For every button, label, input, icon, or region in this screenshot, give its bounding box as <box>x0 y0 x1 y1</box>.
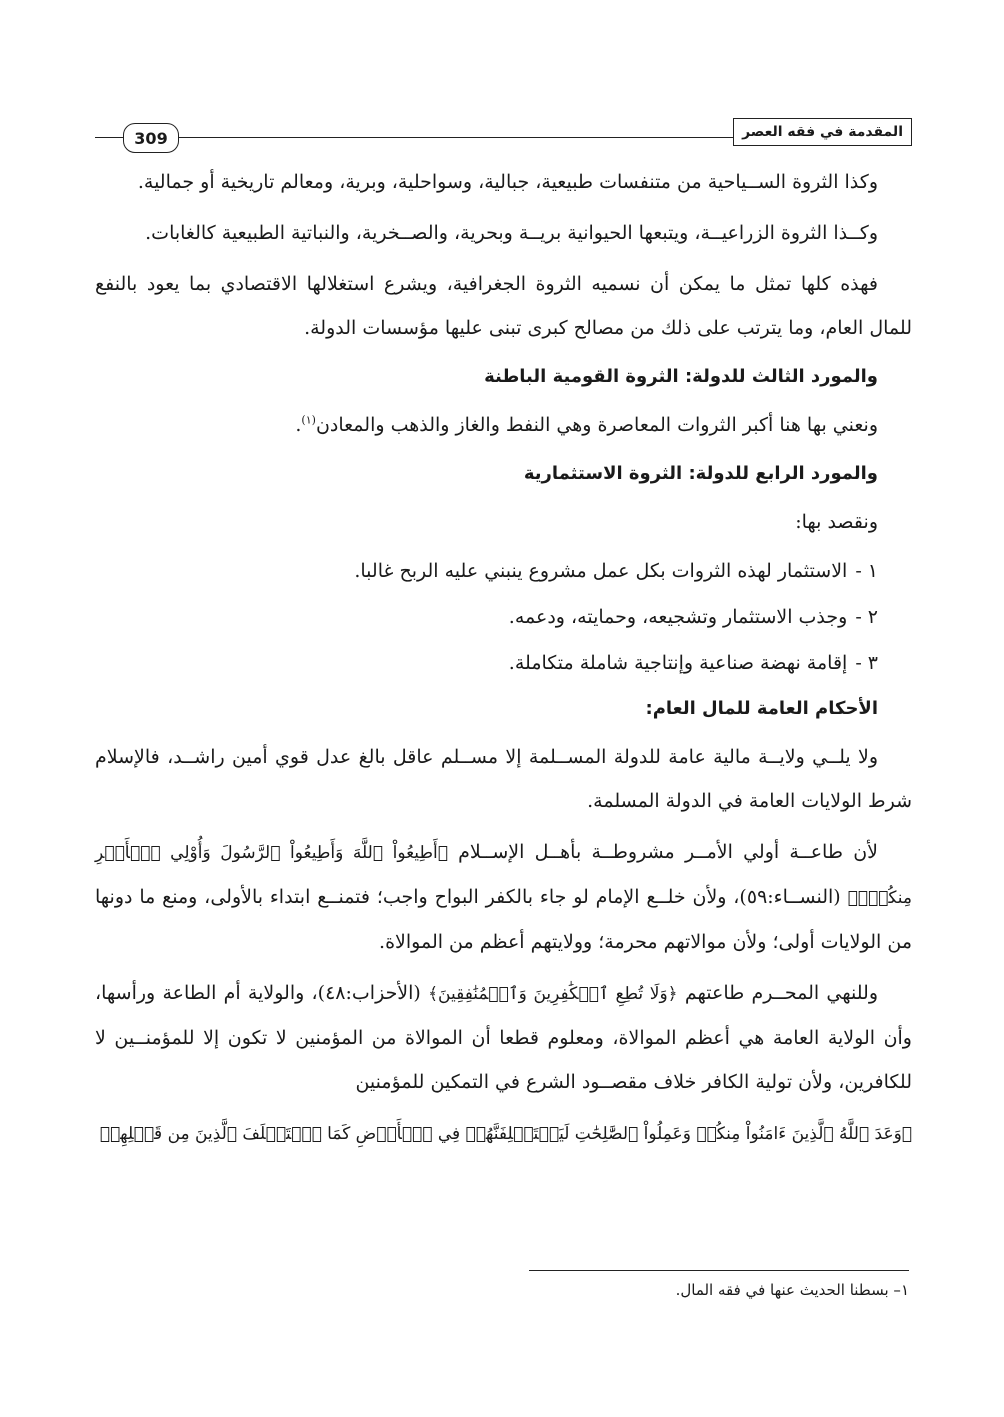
list-item-number: ٣ - <box>855 652 878 674</box>
quran-verse-nur-text: ﴿وَعَدَ ٱللَّهُ ٱلَّذِينَ ءَامَنُواْ مِنكُمۡ وَعَمِلُواْ ٱلصَّٰلِحَٰتِ لَيَسۡتَخۡلِفَنَّهُمۡ فِي ٱلۡأَرۡضِ كَمَا ٱسۡتَخۡلَفَ ٱلَّذِينَ مِن قَبۡلِهِمۡ <box>99 1124 912 1144</box>
footnote-reference[interactable]: (١) <box>301 413 316 427</box>
heading-general-rulings: الأحكام العامة للمال العام: <box>645 698 878 719</box>
list-item <box>95 643 912 683</box>
list-item-number: ٢ - <box>855 606 878 628</box>
paragraph-prohibition-rest: (الأحزاب:٤٨)، والولاية أم الطاعة ورأسها، وأن الولاية العامة هي أعظم الموالاة، ومعلوم قطعا أن الموالاة من المؤمنين لا تكون إلا للمؤمنــين لا للكافرين، ولأن تولية الكافر خلاف مقصــود الشرع في التمكين للمؤمنين <box>95 982 912 1093</box>
heading-third-resource: والمورد الثالث للدولة: الثروة القومية الباطنة <box>484 366 878 387</box>
page-body <box>95 160 912 1163</box>
running-title: المقدمة في فقه العصر <box>733 118 912 146</box>
footnote: ١– بسطنا الحديث عنها في فقه المال. <box>675 1281 909 1299</box>
paragraph-geographic-wealth: فهذه كلها تمثل ما يمكن أن نسميه الثروة الجغرافية، ويشرع استغلالها الاقتصادي بما يعود بالنفع للمال العام، وما يترتب على ذلك من مصالح كبرى تبنى عليها مؤسسات الدولة. <box>95 273 912 339</box>
paragraph-guardianship: ولا يلــي ولايــة مالية عامة للدولة المســلمة إلا مســلم عاقل بالغ عدل قوي أمين راشــد، فالإسلام شرط الولايات العامة في الدولة المسلمة. <box>95 746 912 812</box>
paragraph-investment-intro: ونقصد بها: <box>795 511 878 533</box>
paragraph-national-wealth-text: ونعني بها هنا أكبر الثروات المعاصرة وهي النفط والغاز والذهب والمعادن <box>315 414 878 436</box>
paragraph-national-wealth <box>95 403 912 447</box>
page-header <box>95 118 912 152</box>
list-item-number: ١ - <box>855 560 878 582</box>
quran-verse-nisa: ﴿أَطِيعُواْ ٱللَّهَ وَأَطِيعُواْ ٱلرَّسُولَ وَأُوْلِي ٱلۡأَمۡرِ مِنكُمۡۖ﴾ <box>95 843 912 908</box>
paragraph-prohibition <box>95 971 912 1104</box>
list-item <box>95 597 912 637</box>
page-number: 309 <box>123 123 179 153</box>
quran-verse-ahzab: ﴿وَلَا تُطِعِ ٱلۡكَٰفِرِينَ وَٱلۡمُنَٰفِقِينَ﴾ <box>428 984 678 1004</box>
paragraph-prohibition-text: وللنهي المحــرم طاعتهم <box>684 982 879 1004</box>
list-item <box>95 551 912 591</box>
paragraph-obedience <box>95 830 912 964</box>
heading-fourth-resource: والمورد الرابع للدولة: الثروة الاستثمارية <box>523 463 878 484</box>
footnote-separator <box>529 1270 909 1271</box>
list-item-text: وجذب الاستثمار وتشجيعه، وحمايته، ودعمه. <box>508 606 848 628</box>
quran-verse-nur <box>95 1111 912 1156</box>
paragraph-obedience-text: لأن طاعــة أولي الأمــر مشروطــة بأهــل الإســلام <box>458 841 878 863</box>
paragraph-national-wealth-end: . <box>295 414 302 436</box>
list-item-text: إقامة نهضة صناعية وإنتاجية شاملة متكاملة. <box>508 652 848 674</box>
list-item-text: الاستثمار لهذه الثروات بكل عمل مشروع ينبني عليه الربح غالبا. <box>354 560 848 582</box>
paragraph-tourism: وكذا الثروة الســياحية من متنفسات طبيعية، جبالية، وسواحلية، وبرية، ومعالم تاريخية أو جمالية. <box>137 171 878 193</box>
paragraph-obedience-rest: (النســاء:٥٩)، ولأن خلــع الإمام لو جاء بالكفر البواح واجب؛ فتمنــع ابتداء بالأولى، ومنع ما دونها من الولايات أولى؛ ولأن موالاتهم محرمة؛ وولايتهم أعظم من الموالاة. <box>95 886 912 953</box>
paragraph-agriculture: وكــذا الثروة الزراعيــة، ويتبعها الحيوانية بريــة وبحرية، والصــخرية، والنباتية الطبيعية كالغابات. <box>145 222 878 244</box>
